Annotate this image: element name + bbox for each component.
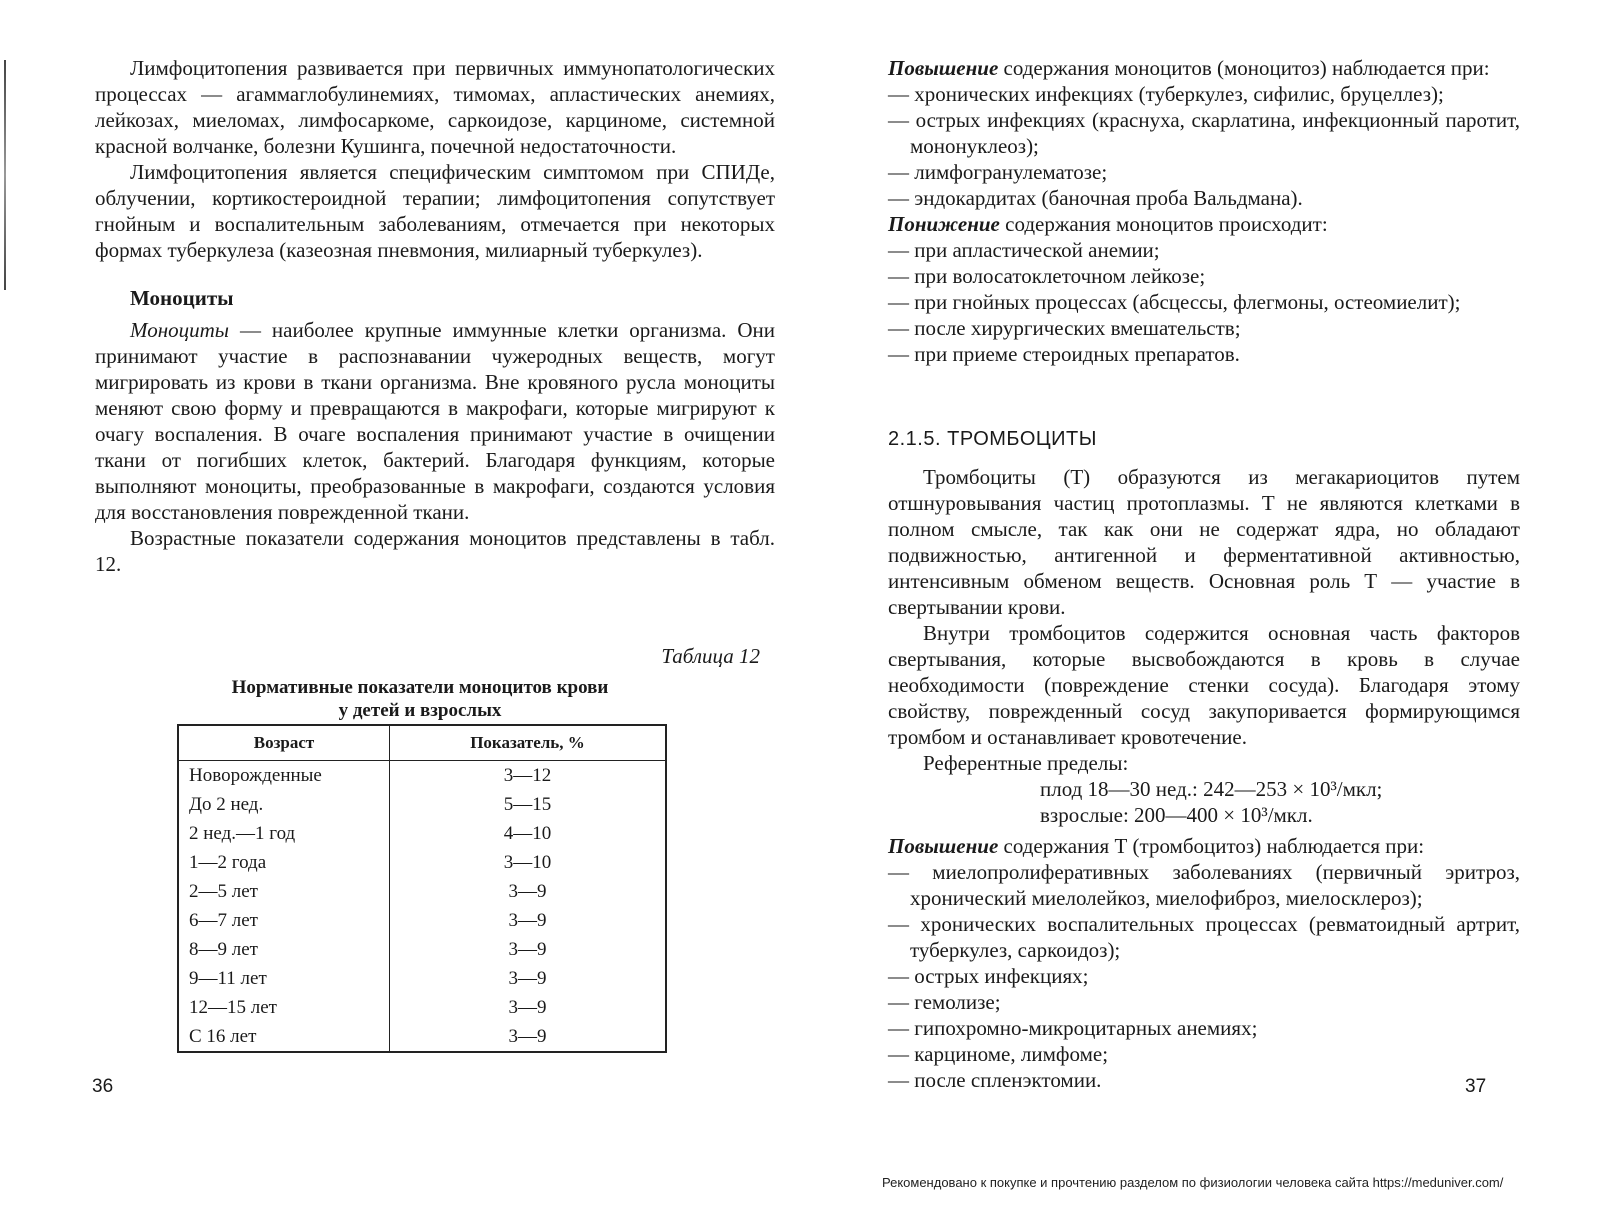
- table-row: [178, 935, 666, 964]
- table-row: [178, 1022, 666, 1052]
- monocytopenia-intro-text: содержания моноцитов происходит:: [999, 212, 1328, 236]
- table-cell-value: 5—15: [503, 793, 552, 815]
- list-item: — эндокардитах (баночная проба Вальдмана).: [888, 185, 1520, 211]
- thrombocytosis-causes-list: [888, 859, 1520, 1093]
- table-cell-value: 3—9: [508, 1025, 547, 1047]
- table-caption: Таблица 12: [661, 644, 760, 668]
- thrombocytosis-term: Повышение: [888, 834, 999, 858]
- table-row: [178, 761, 666, 791]
- table-row: [178, 964, 666, 993]
- list-item: — хронических воспалительных процессах (ревматоидный артрит, туберкулез, саркоидоз);: [888, 911, 1520, 963]
- table-title-line-1: Нормативные показатели моноцитов крови: [231, 677, 609, 698]
- table-row: [178, 877, 666, 906]
- lymphocytopenia-paragraph-1: Лимфоцитопения развивается при первичных иммунопатологических процессах — агаммаглобулинемиях, тимомах, апластических анемиях, лейкозах, миеломах, лимфосаркоме, саркоидозе, карциноме, системной красной волчанке, болезни Кушинга, почечной недостаточности.: [95, 56, 775, 158]
- table-cell-age: 12—15 лет: [178, 993, 390, 1022]
- page-number-right: 37: [1465, 1076, 1487, 1097]
- table-cell-value: 3—9: [508, 909, 547, 931]
- right-page: [800, 0, 1600, 1220]
- platelets-section: [888, 426, 1520, 1093]
- list-item: — гипохромно-микроцитарных анемиях;: [888, 1015, 1520, 1041]
- monocytopenia-intro: [888, 211, 1520, 237]
- table-cell-age: Новорожденные: [178, 761, 390, 791]
- table-row: [178, 993, 666, 1022]
- table-cell-value: 3—9: [508, 996, 547, 1018]
- table-cell-value: 3—12: [503, 764, 552, 786]
- monocytosis-term: Повышение: [888, 56, 999, 80]
- table-row: [178, 906, 666, 935]
- table-row: [178, 848, 666, 877]
- list-item: — хронических инфекциях (туберкулез, сифилис, бруцеллез);: [888, 81, 1520, 107]
- monocytes-table-reference: Возрастные показатели содержания моноцитов представлены в табл. 12.: [95, 526, 775, 576]
- table-title-line-2: у детей и взрослых: [338, 700, 502, 721]
- monocytes-term: Моноциты: [130, 318, 230, 342]
- list-item: — гемолизе;: [888, 989, 1520, 1015]
- list-item: — при приеме стероидных препаратов.: [888, 341, 1520, 367]
- table-cell-value: 3—9: [508, 880, 547, 902]
- monocytopenia-term: Понижение: [888, 212, 1000, 236]
- monocytosis-intro: [888, 55, 1520, 81]
- list-item: — после хирургических вмешательств;: [888, 315, 1520, 341]
- table-cell-age: 8—9 лет: [178, 935, 390, 964]
- monocytes-definition-paragraph: [95, 317, 775, 525]
- table-row: [178, 819, 666, 848]
- monocytosis-causes-list: [888, 81, 1520, 211]
- footer-recommendation: Рекомендовано к покупке и прочтению разделом по физиологии человека сайта https://meduniver.com/: [882, 1175, 1504, 1190]
- list-item: — острых инфекциях;: [888, 963, 1520, 989]
- section-title: 2.1.5. ТРОМБОЦИТЫ: [888, 428, 1097, 450]
- table-cell-value: 3—9: [508, 967, 547, 989]
- monocytes-definition-text: — наиболее крупные иммунные клетки организма. Они принимают участие в распознавании чужеродных веществ, могут мигрировать из крови в ткани организма. Вне кровяного русла моноциты меняют свою форму и превращаются в макрофаги, которые мигрируют к очагу воспаления. В очаге воспаления принимают участие в очищении ткани от погибших клеток, бактерий. Благодаря функциям, которые выполняют моноциты, преобразованные в макрофаги, создаются условия для восстановления поврежденной ткани.: [95, 318, 775, 524]
- monocytopenia-causes-list: [888, 237, 1520, 367]
- monocytosis-intro-text: содержания моноцитов (моноцитоз) наблюдается при:: [998, 56, 1490, 80]
- list-item: — острых инфекциях (краснуха, скарлатина, инфекционный паротит, мононуклеоз);: [888, 107, 1520, 159]
- list-item: — после спленэктомии.: [888, 1067, 1520, 1093]
- platelets-paragraph-1: Тромбоциты (Т) образуются из мегакариоцитов путем отшнуровывания частиц протоплазмы. Т не являются клетками в полном смысле, так как они не содержат ядра, но обладают подвижностью, антигенной и ферментативной активностью, интенсивным обменом веществ. Основная роль Т — участие в свертывании крови.: [888, 465, 1520, 619]
- thrombocytosis-intro-text: содержания Т (тромбоцитоз) наблюдается при:: [998, 834, 1425, 858]
- table-cell-age: 2 нед.—1 год: [178, 819, 390, 848]
- reference-adults: взрослые: 200—400 × 10³/мкл.: [1040, 803, 1313, 827]
- table-cell-age: 2—5 лет: [178, 877, 390, 906]
- table-header-age: Возраст: [178, 725, 390, 761]
- thrombocytosis-intro: [888, 833, 1520, 859]
- table-title: [175, 676, 665, 722]
- list-item: — при апластической анемии;: [888, 237, 1520, 263]
- reference-fetus: плод 18—30 нед.: 242—253 × 10³/мкл;: [1040, 777, 1383, 801]
- monocytes-heading: Моноциты: [130, 286, 234, 310]
- right-text-column: [888, 55, 1520, 367]
- table-row: [178, 790, 666, 819]
- lymphocytopenia-paragraph-2: Лимфоцитопения является специфическим симптомом при СПИДе, облучении, кортикостероидной терапии; лимфоцитопения сопутствует гнойным и воспалительным заболеваниям, отмечается при некоторых формах туберкулеза (казеозная пневмония, милиарный туберкулез).: [95, 160, 775, 262]
- platelets-paragraph-2: Внутри тромбоцитов содержится основная часть факторов свертывания, которые высвобождаются в кровь в случае необходимости (повреждение стенки сосуда). Благодаря этому свойству, поврежденный сосуд закупоривается формирующимся тромбом и останавливает кровотечение.: [888, 621, 1520, 749]
- list-item: — при гнойных процессах (абсцессы, флегмоны, остеомиелит);: [888, 289, 1520, 315]
- list-item: — миелопролиферативных заболеваниях (первичный эритроз, хронический миелолейкоз, миелофиброз, миелосклероз);: [888, 859, 1520, 911]
- table-header-value: Показатель, %: [390, 725, 667, 761]
- table-cell-age: С 16 лет: [178, 1022, 390, 1052]
- table-header-row: [178, 725, 666, 761]
- table-cell-value: 4—10: [503, 822, 552, 844]
- page-number-left: 36: [92, 1076, 114, 1097]
- table-cell-age: До 2 нед.: [178, 790, 390, 819]
- list-item: — лимфогранулематозе;: [888, 159, 1520, 185]
- table-cell-value: 3—9: [508, 938, 547, 960]
- list-item: — карциноме, лимфоме;: [888, 1041, 1520, 1067]
- table-cell-age: 1—2 года: [178, 848, 390, 877]
- list-item: — при волосатоклеточном лейкозе;: [888, 263, 1520, 289]
- reference-limits-label: Референтные пределы:: [923, 751, 1129, 775]
- monocytes-norms-table: [177, 724, 667, 1053]
- table-cell-value: 3—10: [503, 851, 552, 873]
- left-text-column: [95, 55, 775, 577]
- table-cell-age: 9—11 лет: [178, 964, 390, 993]
- table-cell-age: 6—7 лет: [178, 906, 390, 935]
